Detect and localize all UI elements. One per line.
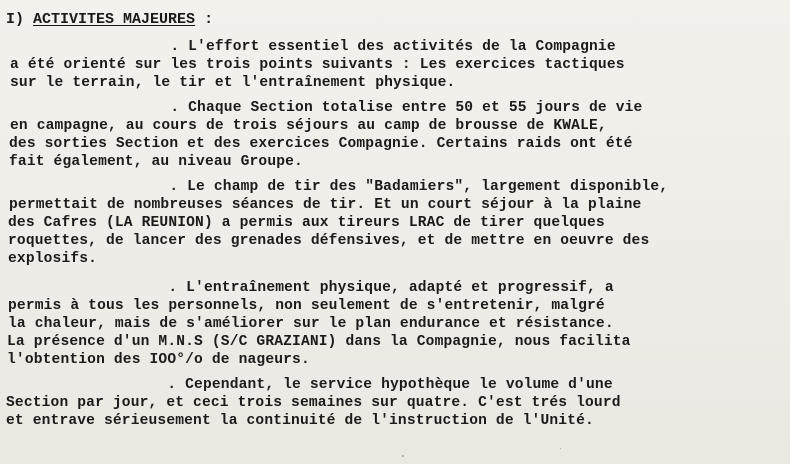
text-line-9: permettait de nombreuses séances de tir. Et un court séjour à la plaine: [9, 197, 642, 213]
text-line-19: Section par jour, et ceci trois semaines sur quatre. C'est trés lourd: [6, 395, 621, 411]
text-line-6: des sorties Section et des exercices Compagnie. Certains raids ont été: [9, 136, 633, 152]
section-heading: [6, 11, 213, 29]
text-line-5: en campagne, au cours de trois séjours au camp de brousse de KWALE,: [10, 118, 607, 134]
text-line-20: et entrave sérieusement la continuité de l'instruction de l'Unité.: [6, 413, 594, 429]
section-number: I): [6, 11, 25, 28]
section-title: ACTIVITES MAJEURES: [33, 11, 196, 28]
text-line-10: des Cafres (LA REUNION) a permis aux tireurs LRAC de tirer quelques: [8, 215, 605, 231]
paper-speck: [402, 455, 404, 457]
text-line-8: . Le champ de tir des "Badamiers", largement disponible,: [9, 179, 669, 195]
text-line-14: permis à tous les personnels, non seulement de s'entretenir, malgré: [8, 298, 605, 314]
text-line-15: la chaleur, mais de s'améliorer sur le plan endurance et résistance.: [8, 316, 614, 332]
text-line-4: . Chaque Section totalise entre 50 et 55 jours de vie: [10, 100, 643, 116]
text-line-13: . L'entraînement physique, adapté et progressif, a: [8, 280, 614, 296]
text-line-17: l'obtention des IOO°/o de nageurs.: [7, 352, 310, 368]
text-line-18: . Cependant, le service hypothèque le volume d'une: [7, 377, 613, 393]
text-line-11: roquettes, de lancer des grenades défensives, et de mettre en oeuvre des: [8, 233, 650, 249]
paper-speck: [560, 448, 561, 449]
section-colon: :: [204, 11, 214, 28]
text-line-3: sur le terrain, le tir et l'entraînement physique.: [10, 75, 456, 91]
text-line-2: a été orienté sur les trois points suivants : Les exercices tactiques: [10, 57, 625, 73]
text-line-12: explosifs.: [8, 251, 98, 267]
text-line-16: La présence d'un M.N.S (S/C GRAZIANI) dans la Compagnie, nous facilita: [7, 334, 631, 350]
text-line-7: fait également, au niveau Groupe.: [9, 154, 303, 170]
text-line-1: . L'effort essentiel des activités de la Compagnie: [10, 39, 616, 55]
